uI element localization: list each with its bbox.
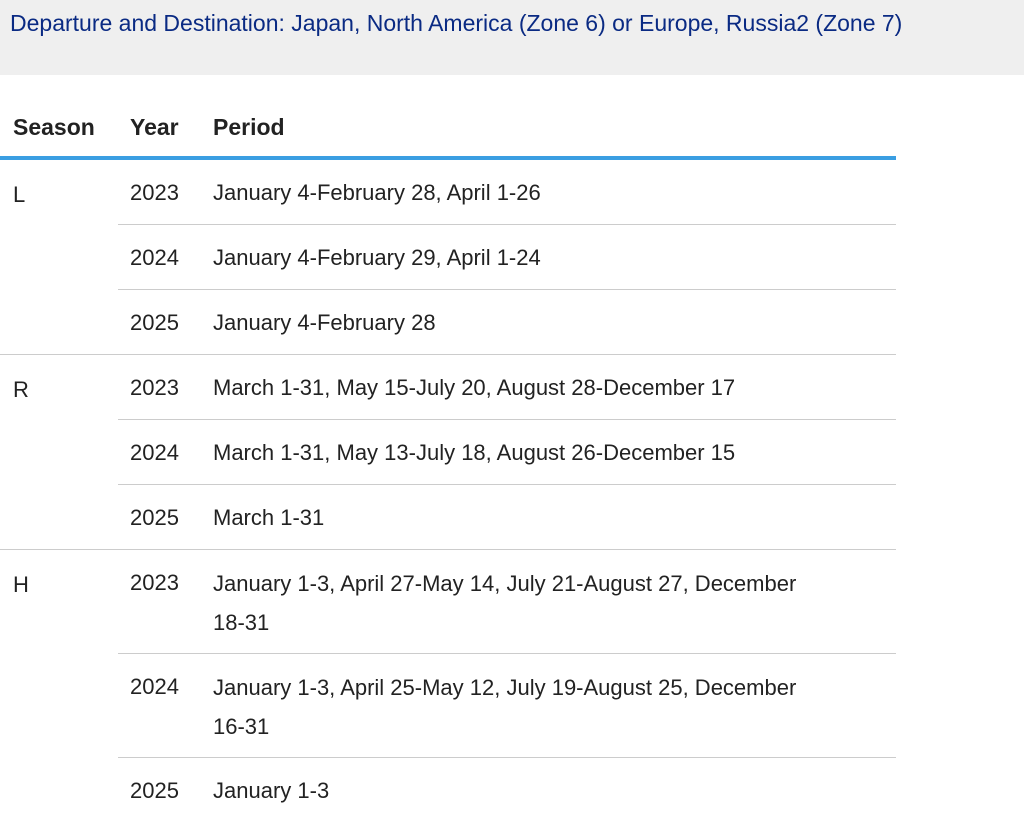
season-table — [0, 92, 896, 822]
year-cell: 2024 — [130, 674, 179, 699]
year-cell: 2024 — [130, 245, 179, 270]
table-row — [118, 485, 896, 549]
period-cell: March 1-31, May 13-July 18, August 26-December 15 — [213, 440, 736, 465]
season-group-h — [0, 550, 896, 822]
zone-banner — [0, 0, 1024, 75]
season-group-l — [0, 160, 896, 355]
year-cell: 2024 — [130, 440, 179, 465]
table-row — [118, 758, 896, 822]
period-cell: January 1-3, April 27-May 14, July 21-August 27, December 18-31 — [213, 571, 797, 635]
season-group-r — [0, 355, 896, 550]
year-cell: 2025 — [130, 310, 179, 335]
period-cell: January 4-February 28, April 1-26 — [213, 180, 541, 205]
table-row — [118, 160, 896, 225]
year-cell: 2023 — [130, 375, 179, 400]
zone-banner-title: Departure and Destination: Japan, North America (Zone 6) or Europe, Russia2 (Zone 7) — [10, 10, 903, 36]
period-cell: January 1-3, April 25-May 12, July 19-August 25, December 16-31 — [213, 675, 797, 739]
season-cell: L — [13, 182, 26, 207]
season-cell: R — [13, 377, 29, 402]
table-row — [118, 290, 896, 354]
period-cell: March 1-31, May 15-July 20, August 28-December 17 — [213, 375, 736, 400]
table-header — [0, 92, 896, 160]
period-cell: January 1-3 — [213, 778, 330, 803]
header-season: Season — [13, 114, 95, 140]
table-row — [118, 654, 896, 758]
table-row — [118, 225, 896, 290]
table-row — [118, 355, 896, 420]
period-cell: March 1-31 — [213, 505, 325, 530]
header-period: Period — [213, 114, 285, 140]
period-cell: January 4-February 28 — [213, 310, 436, 335]
year-cell: 2025 — [130, 778, 179, 803]
season-cell: H — [13, 572, 29, 597]
header-year: Year — [130, 114, 179, 140]
year-cell: 2025 — [130, 505, 179, 530]
table-row — [118, 550, 896, 654]
period-cell: January 4-February 29, April 1-24 — [213, 245, 541, 270]
year-cell: 2023 — [130, 570, 179, 595]
table-row — [118, 420, 896, 485]
year-cell: 2023 — [130, 180, 179, 205]
